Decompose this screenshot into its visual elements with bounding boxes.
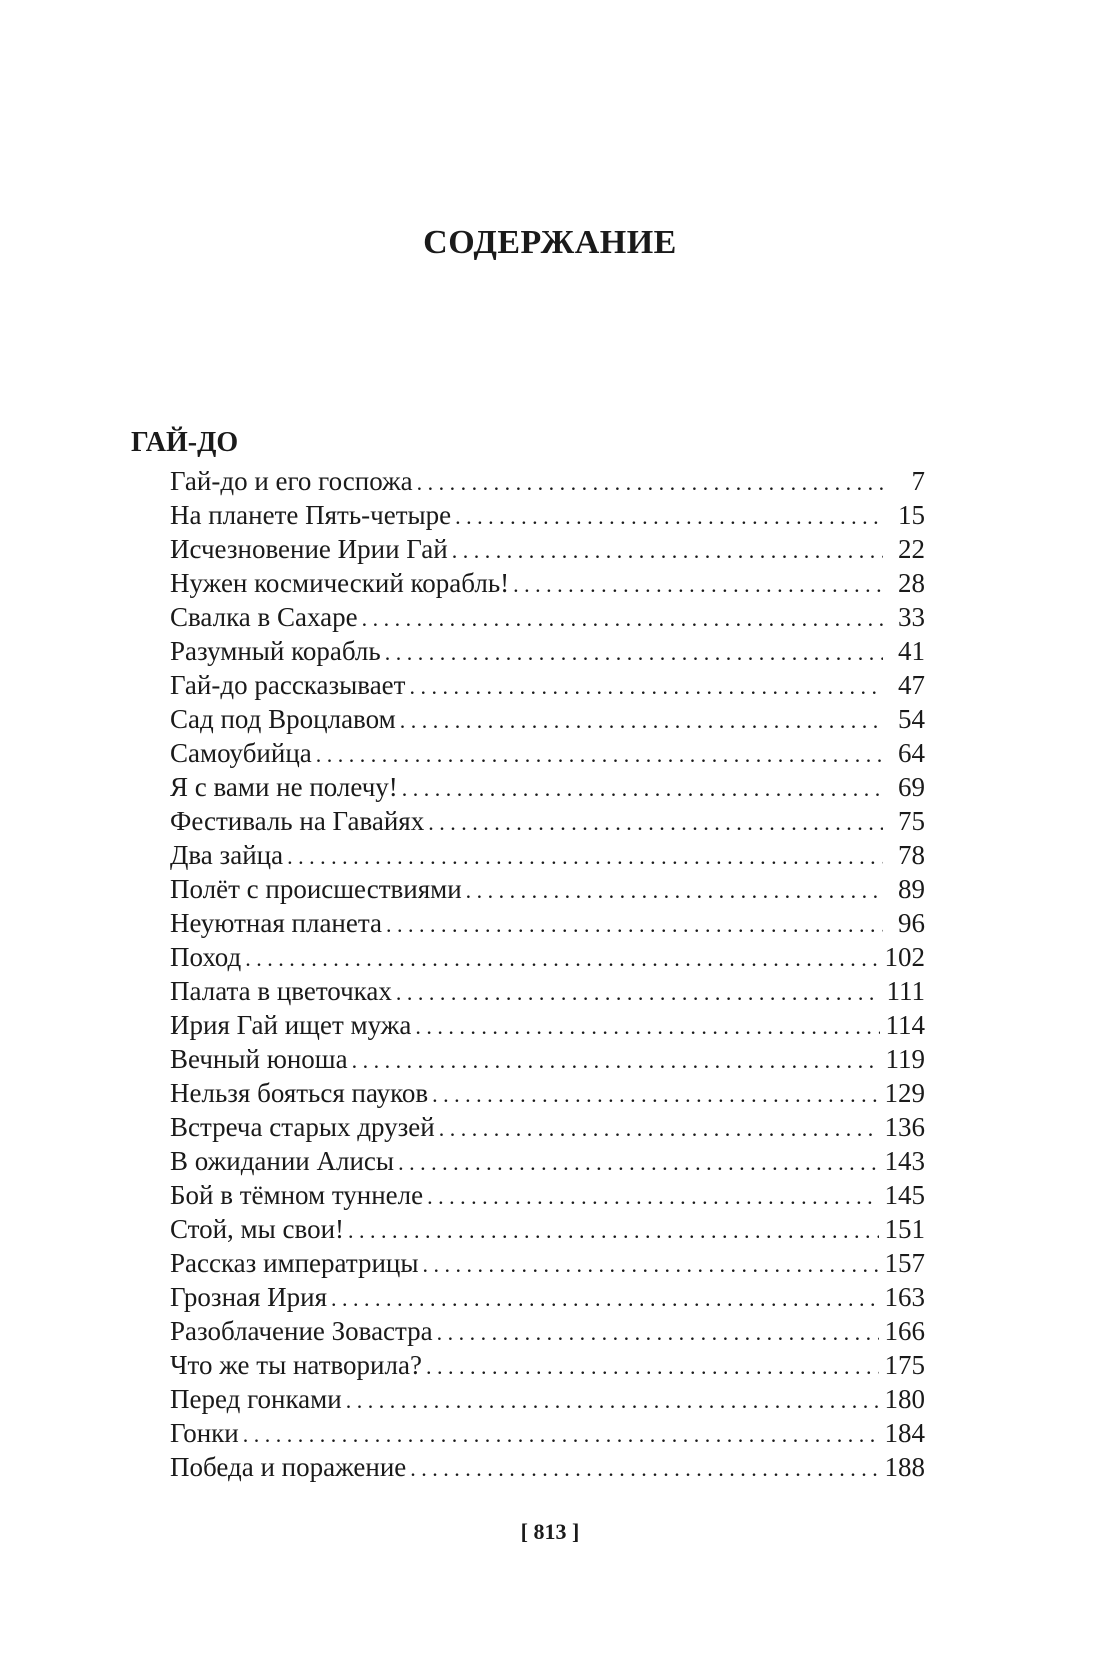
toc-entry-title: Разумный корабль (170, 636, 381, 666)
dot-leader (398, 1146, 878, 1180)
toc-entry-page: 145 (884, 1180, 925, 1210)
toc-entry[interactable] (170, 1450, 925, 1484)
dot-leader (243, 1418, 879, 1452)
dot-leader (428, 806, 883, 840)
toc-entry[interactable] (170, 974, 925, 1008)
table-of-contents (170, 464, 925, 1484)
toc-entry-title: Неуютная планета (170, 908, 382, 938)
dot-leader (513, 568, 883, 602)
toc-entry-title: Фестиваль на Гавайях (170, 806, 425, 836)
toc-entry[interactable] (170, 804, 925, 838)
toc-entry-title: Бой в тёмном туннеле (170, 1180, 424, 1210)
dot-leader (245, 942, 878, 976)
toc-entry-title: Свалка в Сахаре (170, 602, 358, 632)
toc-entry[interactable] (170, 872, 925, 906)
toc-entry-title: Встреча старых друзей (170, 1112, 435, 1142)
toc-entry[interactable] (170, 770, 925, 804)
dot-leader (362, 602, 883, 636)
toc-entry-page: 78 (898, 840, 925, 870)
dot-leader (396, 976, 881, 1010)
toc-entry-title: В ожидании Алисы (170, 1146, 395, 1176)
toc-entry[interactable] (170, 600, 925, 634)
toc-entry-page: 33 (898, 602, 925, 632)
toc-entry-page: 22 (898, 534, 925, 564)
toc-entry-page: 89 (898, 874, 925, 904)
toc-entry-title: Рассказ императрицы (170, 1248, 419, 1278)
toc-entry-page: 111 (886, 976, 925, 1006)
toc-entry[interactable] (170, 1076, 925, 1110)
toc-entry-page: 143 (884, 1146, 925, 1176)
toc-entry[interactable] (170, 702, 925, 736)
toc-entry[interactable] (170, 1008, 925, 1042)
toc-entry-page: 96 (898, 908, 925, 938)
dot-leader (427, 1180, 878, 1214)
toc-entry[interactable] (170, 464, 925, 498)
toc-entry-title: Два зайца (170, 840, 284, 870)
toc-entry-page: 129 (884, 1078, 925, 1108)
dot-leader (386, 908, 883, 942)
dot-leader (415, 1010, 879, 1044)
toc-entry-title: Грозная Ирия (170, 1282, 328, 1312)
toc-entry-page: 157 (884, 1248, 925, 1278)
toc-entry-page: 47 (898, 670, 925, 700)
dot-leader (432, 1078, 878, 1112)
toc-entry[interactable] (170, 1178, 925, 1212)
toc-entry-title: На планете Пять-четыре (170, 500, 452, 530)
dot-leader (409, 670, 883, 704)
dot-leader (385, 636, 883, 670)
toc-entry[interactable] (170, 1416, 925, 1450)
toc-entry[interactable] (170, 1144, 925, 1178)
page-title: СОДЕРЖАНИЕ (423, 223, 677, 261)
toc-entry-page: 54 (898, 704, 925, 734)
dot-leader (346, 1384, 879, 1418)
toc-entry[interactable] (170, 1280, 925, 1314)
toc-entry-title: Полёт с происшествиями (170, 874, 462, 904)
dot-leader (423, 1248, 879, 1282)
toc-entry-title: Ирия Гай ищет мужа (170, 1010, 412, 1040)
toc-entry[interactable] (170, 1314, 925, 1348)
dot-leader (331, 1282, 878, 1316)
dot-leader (352, 1044, 880, 1078)
toc-entry[interactable] (170, 668, 925, 702)
toc-entry-title: Поход (170, 942, 242, 972)
toc-entry-page: 166 (884, 1316, 925, 1346)
dot-leader (426, 1350, 879, 1384)
toc-entry-title: Перед гонками (170, 1384, 342, 1414)
toc-entry-title: Нужен космический корабль! (170, 568, 510, 598)
toc-entry[interactable] (170, 1382, 925, 1416)
toc-entry[interactable] (170, 940, 925, 974)
dot-leader (402, 772, 883, 806)
toc-entry-page: 75 (898, 806, 925, 836)
dot-leader (417, 466, 883, 500)
toc-entry[interactable] (170, 1246, 925, 1280)
toc-entry-page: 41 (898, 636, 925, 666)
toc-entry-title: Разоблачение Зовастра (170, 1316, 433, 1346)
toc-entry-page: 114 (885, 1010, 925, 1040)
dot-leader (466, 874, 883, 908)
toc-entry-page: 175 (884, 1350, 925, 1380)
toc-entry-title: Палата в цветочках (170, 976, 392, 1006)
toc-entry-title: Гай-до рассказывает (170, 670, 406, 700)
toc-entry[interactable] (170, 906, 925, 940)
dot-leader (452, 534, 883, 568)
toc-entry-title: Гай-до и его госпожа (170, 466, 413, 496)
dot-leader (439, 1112, 879, 1146)
toc-entry-page: 180 (884, 1384, 925, 1414)
dot-leader (410, 1452, 878, 1486)
toc-entry-title: Самоубийца (170, 738, 312, 768)
toc-entry-page: 136 (884, 1112, 925, 1142)
toc-entry-page: 7 (911, 466, 925, 496)
dot-leader (400, 704, 883, 738)
toc-entry[interactable] (170, 838, 925, 872)
toc-entry[interactable] (170, 498, 925, 532)
toc-entry-page: 184 (884, 1418, 925, 1448)
toc-entry-page: 15 (898, 500, 925, 530)
toc-entry-page: 188 (884, 1452, 925, 1482)
toc-entry-title: Гонки (170, 1418, 239, 1448)
toc-entry-page: 119 (885, 1044, 925, 1074)
toc-entry-title: Сад под Вроцлавом (170, 704, 396, 734)
toc-entry[interactable] (170, 1348, 925, 1382)
toc-entry-page: 151 (884, 1214, 925, 1244)
toc-entry-title: Победа и поражение (170, 1452, 407, 1482)
toc-entry[interactable] (170, 1110, 925, 1144)
toc-entry-page: 102 (884, 942, 925, 972)
toc-entry[interactable] (170, 634, 925, 668)
toc-entry-title: Я с вами не полечу! (170, 772, 398, 802)
toc-entry-title: Исчезновение Ирии Гай (170, 534, 448, 564)
page-number: [ 813 ] (520, 1519, 580, 1544)
section-heading: ГАЙ-ДО (131, 427, 239, 458)
toc-entry-page: 28 (898, 568, 925, 598)
dot-leader (455, 500, 883, 534)
toc-entry[interactable] (170, 532, 925, 566)
toc-entry-page: 163 (884, 1282, 925, 1312)
toc-entry[interactable] (170, 736, 925, 770)
toc-entry[interactable] (170, 1212, 925, 1246)
toc-entry-page: 69 (898, 772, 925, 802)
toc-entry-page: 64 (898, 738, 925, 768)
toc-entry[interactable] (170, 1042, 925, 1076)
dot-leader (287, 840, 883, 874)
toc-entry-title: Вечный юноша (170, 1044, 348, 1074)
toc-entry[interactable] (170, 566, 925, 600)
dot-leader (348, 1214, 878, 1248)
toc-entry-title: Нельзя бояться пауков (170, 1078, 429, 1108)
dot-leader (316, 738, 883, 772)
toc-entry-title: Стой, мы свои! (170, 1214, 345, 1244)
dot-leader (437, 1316, 879, 1350)
toc-entry-title: Что же ты натворила? (170, 1350, 422, 1380)
